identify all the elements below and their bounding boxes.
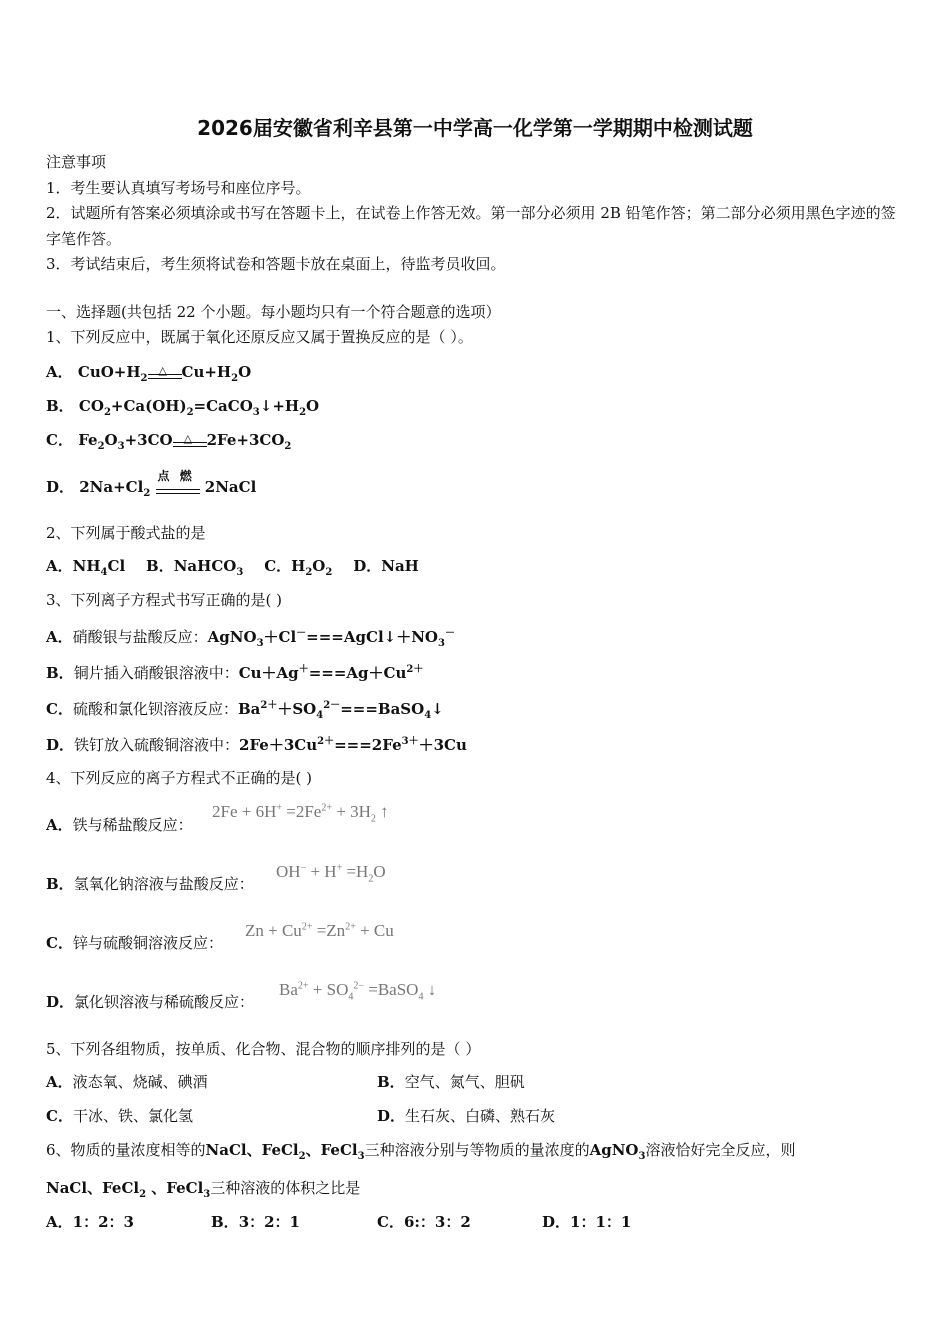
option-text: 1：2：3: [72, 1213, 134, 1231]
question-3-option-b: B．铜片插入硝酸银溶液中：$Cu+Ag^+===Ag+Cu^{2+}$: [46, 664, 424, 682]
option-text: 锌与硫酸铜溶液反应：: [72, 934, 223, 952]
option-label: D．: [377, 1107, 406, 1125]
equation-right: 2Fe+3CO: [206, 431, 285, 449]
equation-image-c: $Zn + Cu^{2+} =Zn^{2+} + Cu$: [245, 921, 394, 940]
question-6-stem: 6、物质的量浓度相等的NaCl、FeCl$_2$、FeCl$_3$三种溶液分别与等物质的量浓度的AgNO$_3$溶液恰好完全反应，则: [46, 1141, 796, 1162]
question-3-option-c: C．硫酸和氯化钡溶液反应：$Ba^{2+}+SO_4^{2-}===BaSO_4↓$: [46, 700, 444, 721]
delta-symbol: △: [158, 364, 167, 377]
question-4-stem: 4、下列反应的离子方程式不正确的是( ): [46, 769, 313, 787]
question-5-option-a: [46, 1072, 208, 1092]
option-b: NaHCO: [173, 557, 237, 575]
question-6-option-b: [211, 1212, 300, 1232]
option-text: 硝酸银与盐酸反应：: [72, 628, 208, 646]
equation-left: 2Na+Cl: [79, 478, 144, 496]
stem-part: 6、物质的量浓度相等的: [46, 1141, 206, 1159]
option-text: 生石灰、白磷、熟石灰: [405, 1107, 556, 1125]
question-5-stem: 5、下列各组物质，按单质、化合物、混合物的顺序排列的是（ ）: [46, 1040, 481, 1058]
option-label: D．: [542, 1213, 571, 1231]
option-c: H: [291, 557, 306, 575]
equation-right: 2NaCl: [204, 478, 257, 496]
question-4-option-d: [46, 992, 254, 1012]
option-text: 空气、氮气、胆矾: [404, 1073, 525, 1091]
equation-left: Fe: [78, 431, 98, 449]
question-1-option-c: C． $Fe_2O_3+3CO$ △ $2Fe+3CO_2$: [46, 431, 292, 452]
option-text: 氢氧化钠溶液与盐酸反应：: [73, 875, 254, 893]
equation-image-b: $OH^- + H^+ =H_2O$: [276, 862, 386, 885]
condition-heat: [173, 433, 207, 449]
condition-heat: [148, 365, 182, 381]
option-text: 铁与稀盐酸反应：: [72, 816, 193, 834]
option-label: B．: [146, 557, 174, 575]
delta-symbol: △: [183, 432, 193, 445]
question-3-option-d: D．铁钉放入硫酸铜溶液中：$2Fe+3Cu^{2+}===2Fe^{3+}+3Cu$: [46, 736, 467, 754]
stem-part: 三种溶液的体积之比是: [210, 1179, 361, 1197]
notice-item-2: 2．试题所有答案必须填涂或书写在答题卡上，在试卷上作答无效。第一部分必须用 2B 铅笔作答；第二部分必须用黑色字迹的签字笔作答。: [46, 204, 896, 248]
option-label: C．: [377, 1213, 404, 1231]
question-6-stem-line2: NaCl、FeCl$_2$ 、FeCl$_3$三种溶液的体积之比是: [46, 1179, 361, 1200]
option-text: 硫酸和氯化钡溶液反应：: [72, 700, 238, 718]
page-title: 2026届安徽省利辛县第一中学高一化学第一学期期中检测试题: [197, 116, 753, 140]
option-label: A．: [46, 557, 73, 575]
question-6-option-a: [46, 1212, 134, 1232]
option-label: D．: [46, 993, 75, 1011]
option-d: NaH: [381, 557, 419, 575]
question-2-stem: 2、下列属于酸式盐的是: [46, 524, 206, 542]
option-label: D．: [46, 478, 75, 496]
question-1-option-a: A． $CuO+H_2$ △ $Cu+H_2O$: [46, 363, 252, 384]
option-label: D．: [353, 557, 382, 575]
question-2-options: A．$NH_4Cl$ B．NaHCO$_3$ C．$H_2O_2$ D．NaH: [46, 557, 419, 578]
equation-left: CuO+H: [77, 363, 141, 381]
option-label: A．: [46, 816, 73, 834]
section-heading: 一、选择题(共包括 22 个小题。每小题均只有一个符合题意的选项）: [46, 303, 501, 321]
question-4-option-b: [46, 874, 254, 894]
option-label: A．: [46, 628, 73, 646]
notice-item-3: 3．考试结束后，考生须将试卷和答题卡放在桌面上，待监考员收回。: [46, 255, 506, 273]
option-label: C．: [46, 431, 73, 449]
option-label: C．: [46, 934, 73, 952]
notice-heading: 注意事项: [46, 153, 107, 171]
equation-right: Cu+H: [181, 363, 232, 381]
question-1-stem: 1、下列反应中，既属于氧化还原反应又属于置换反应的是（ ）。: [46, 328, 473, 346]
option-label: B．: [46, 664, 74, 682]
option-label: B．: [46, 875, 74, 893]
notice-item-1: 1．考生要认真填写考场号和座位序号。: [46, 179, 311, 197]
question-4-option-c: [46, 933, 223, 953]
equation-image-d: $Ba^{2+} + SO_4^{2-}$ =BaSO$_4$ ↓: [279, 980, 437, 1003]
equation: CO: [78, 397, 104, 415]
question-6-option-d: [542, 1212, 631, 1232]
option-label: A．: [46, 363, 73, 381]
option-text: 干冰、铁、氯化氢: [72, 1107, 193, 1125]
option-label: A．: [46, 1073, 73, 1091]
option-label: C．: [264, 557, 292, 575]
question-3-option-a: A．硝酸银与盐酸反应：$AgNO_3+Cl^-===AgCl↓+NO_3^-$: [46, 628, 455, 649]
question-3-stem: 3、下列离子方程式书写正确的是( ): [46, 591, 283, 609]
option-text: 液态氧、烧碱、碘酒: [72, 1073, 208, 1091]
option-a: NH: [72, 557, 101, 575]
option-label: B．: [377, 1073, 405, 1091]
option-text: 6:：3：2: [403, 1213, 471, 1231]
question-5-option-c: [46, 1106, 193, 1126]
option-label: C．: [46, 700, 73, 718]
option-label: B．: [46, 397, 74, 415]
option-text: 铜片插入硝酸银溶液中：: [73, 664, 239, 682]
option-label: A．: [46, 1213, 73, 1231]
question-1-option-d: D． $2Na+Cl_2$ 点 燃 2NaCl: [46, 477, 256, 504]
question-5-option-b: [377, 1072, 525, 1092]
question-6-option-c: [377, 1212, 471, 1232]
option-text: 氯化钡溶液与稀硫酸反应：: [74, 993, 255, 1011]
option-label: B．: [211, 1213, 239, 1231]
option-text: 铁钉放入硫酸铜溶液中：: [74, 736, 240, 754]
question-5-option-d: [377, 1106, 555, 1126]
ignite-label: 点 燃: [157, 469, 195, 483]
option-label: C．: [46, 1107, 73, 1125]
question-1-option-b: B． $CO_2+Ca(OH)_2=CaCO_3↓+H_2O$: [46, 397, 320, 418]
equation-image-a: $2Fe + 6H^+ =2Fe^{2+} + 3H_2$ ↑: [212, 802, 389, 825]
stem-part: 三种溶液分别与等物质的量浓度的: [364, 1141, 590, 1159]
option-text: 3：2：1: [238, 1213, 300, 1231]
stem-part: 溶液恰好完全反应，则: [645, 1141, 796, 1159]
option-text: 1：1：1: [570, 1213, 632, 1231]
option-label: D．: [46, 736, 75, 754]
question-4-option-a: [46, 815, 193, 835]
condition-ignite: [156, 469, 200, 496]
